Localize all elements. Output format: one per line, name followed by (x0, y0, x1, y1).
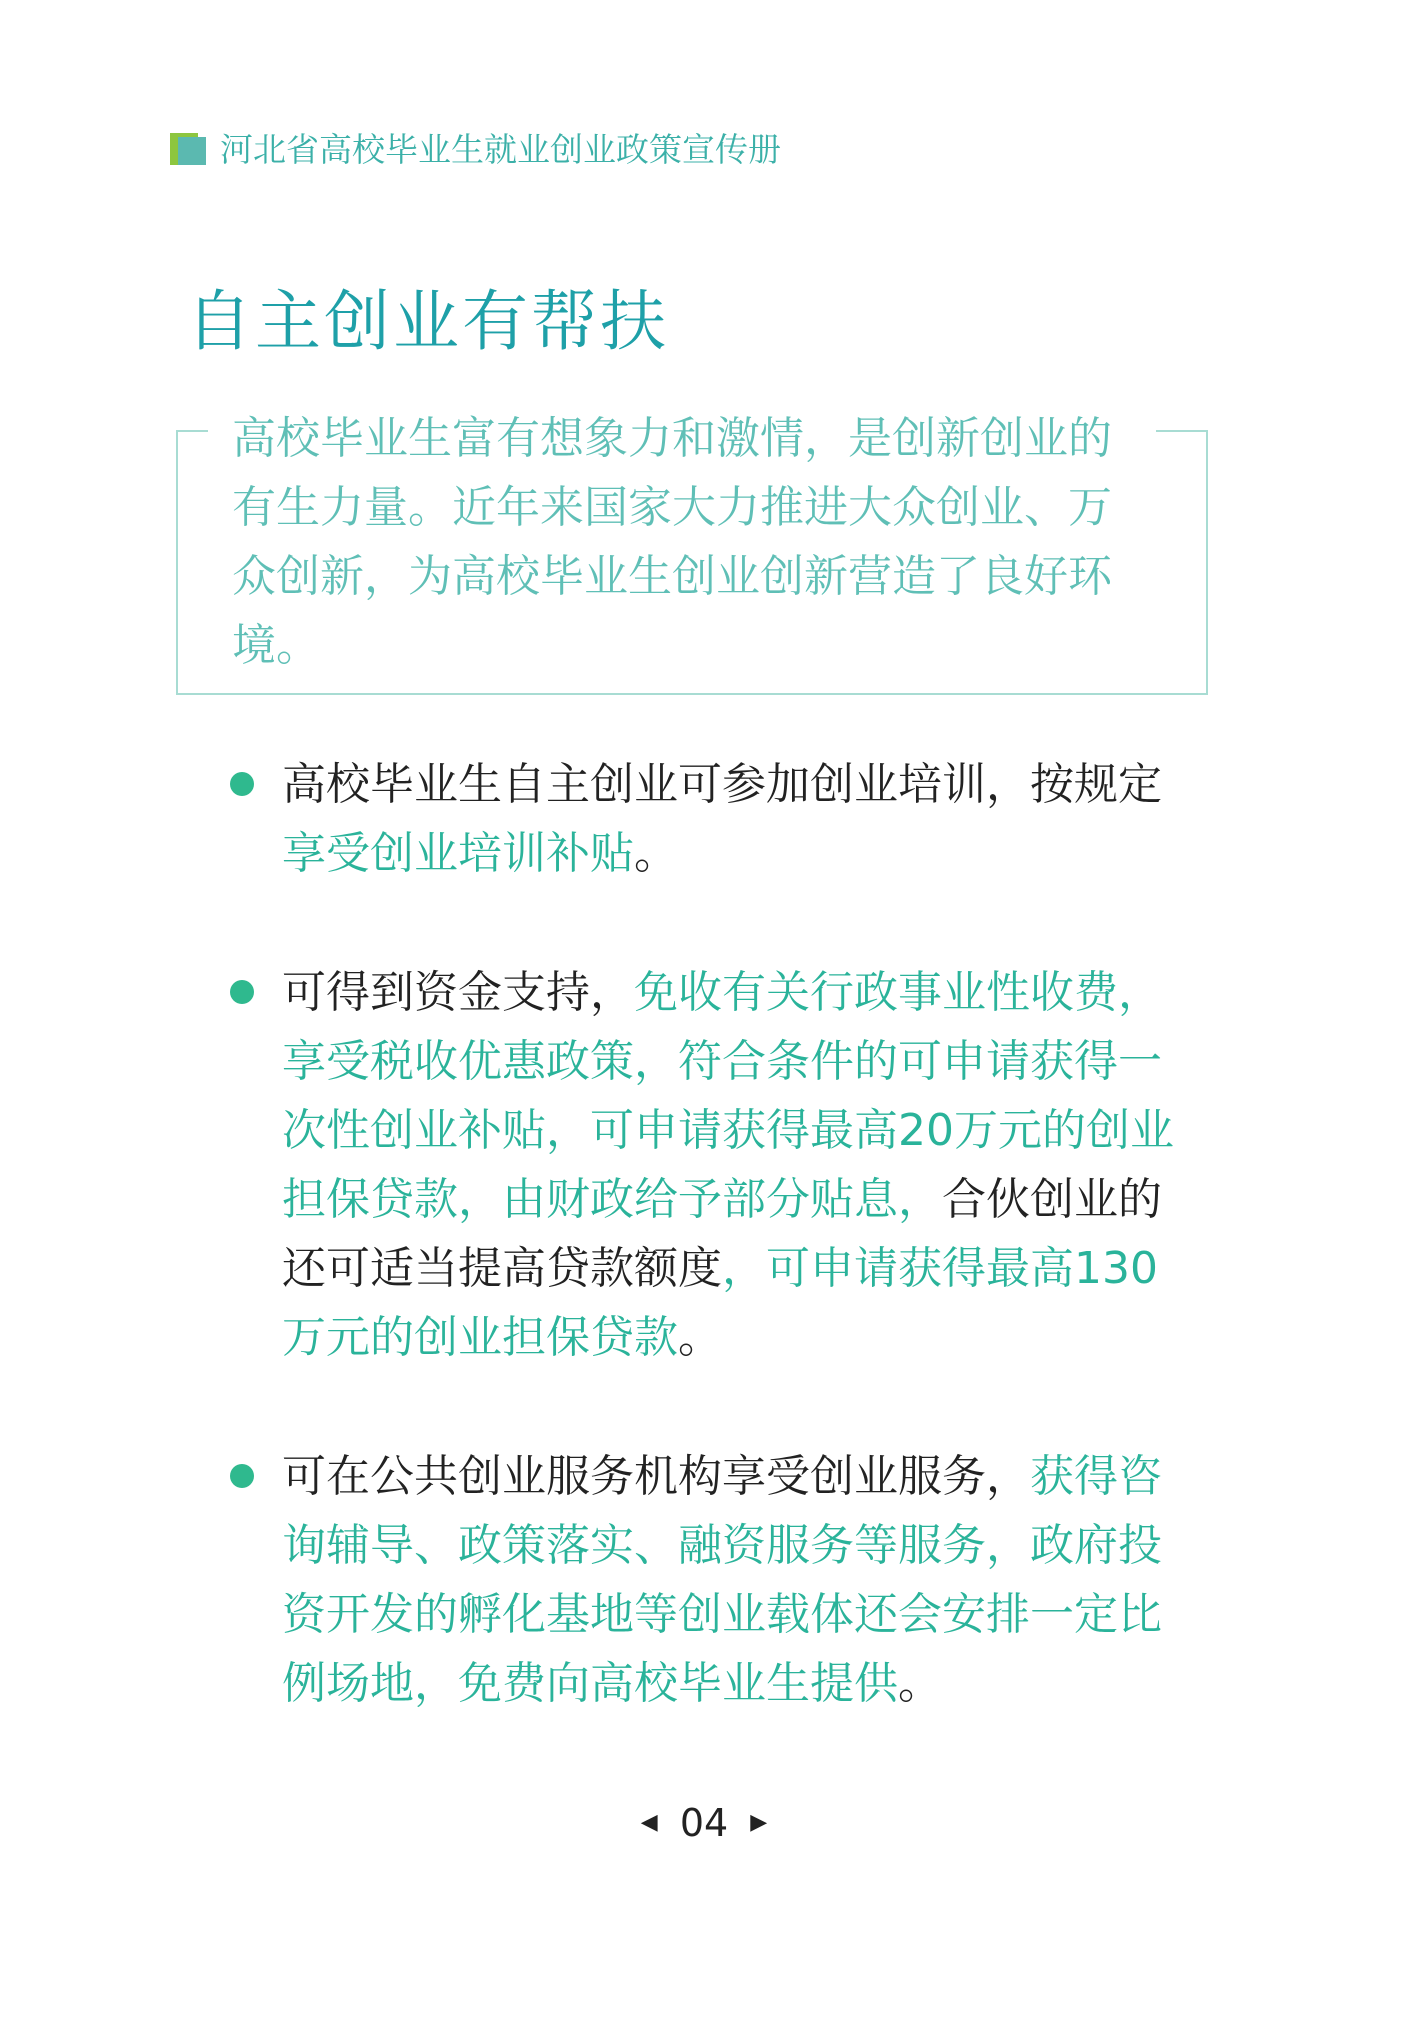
bullet-dot-icon (230, 980, 254, 1004)
bullet-item (230, 958, 1180, 1372)
document-header (170, 124, 781, 171)
prev-page-icon[interactable]: ◀ (640, 1810, 658, 1835)
intro-text: 高校毕业生富有想象力和激情，是创新创业的有生力量。近年来国家大力推进大众创业、万众创新，为高校毕业生创业创新营造了良好环境。 (232, 413, 1112, 671)
bullet-dot-icon (230, 772, 254, 796)
bullet-item (230, 750, 1180, 888)
bullet-text: 可得到资金支持，免收有关行政事业性收费，享受税收优惠政策，符合条件的可申请获得一次性创业补贴，可申请获得最高20万元的创业担保贷款，由财政给予部分贴息，合伙创业的还可适当提高贷款额度，可申请获得最高130万元的创业担保贷款。 (282, 967, 1174, 1363)
bullet-dot-icon (230, 1464, 254, 1488)
page-number (0, 1798, 1408, 1845)
page-title: 自主创业有帮扶 (186, 283, 669, 360)
page-number-label: 04 (679, 1800, 729, 1845)
bullet-item (230, 1442, 1180, 1718)
bullet-text: 可在公共创业服务机构享受创业服务，获得咨询辅导、政策落实、融资服务等服务，政府投资开发的孵化基地等创业载体还会安排一定比例场地，免费向高校毕业生提供。 (282, 1451, 1162, 1709)
header-title: 河北省高校毕业生就业创业政策宣传册 (220, 130, 781, 169)
bullet-text: 高校毕业生自主创业可参加创业培训，按规定享受创业培训补贴。 (282, 759, 1162, 879)
header-logo-icon (170, 129, 208, 167)
next-page-icon[interactable]: ▶ (750, 1810, 768, 1835)
